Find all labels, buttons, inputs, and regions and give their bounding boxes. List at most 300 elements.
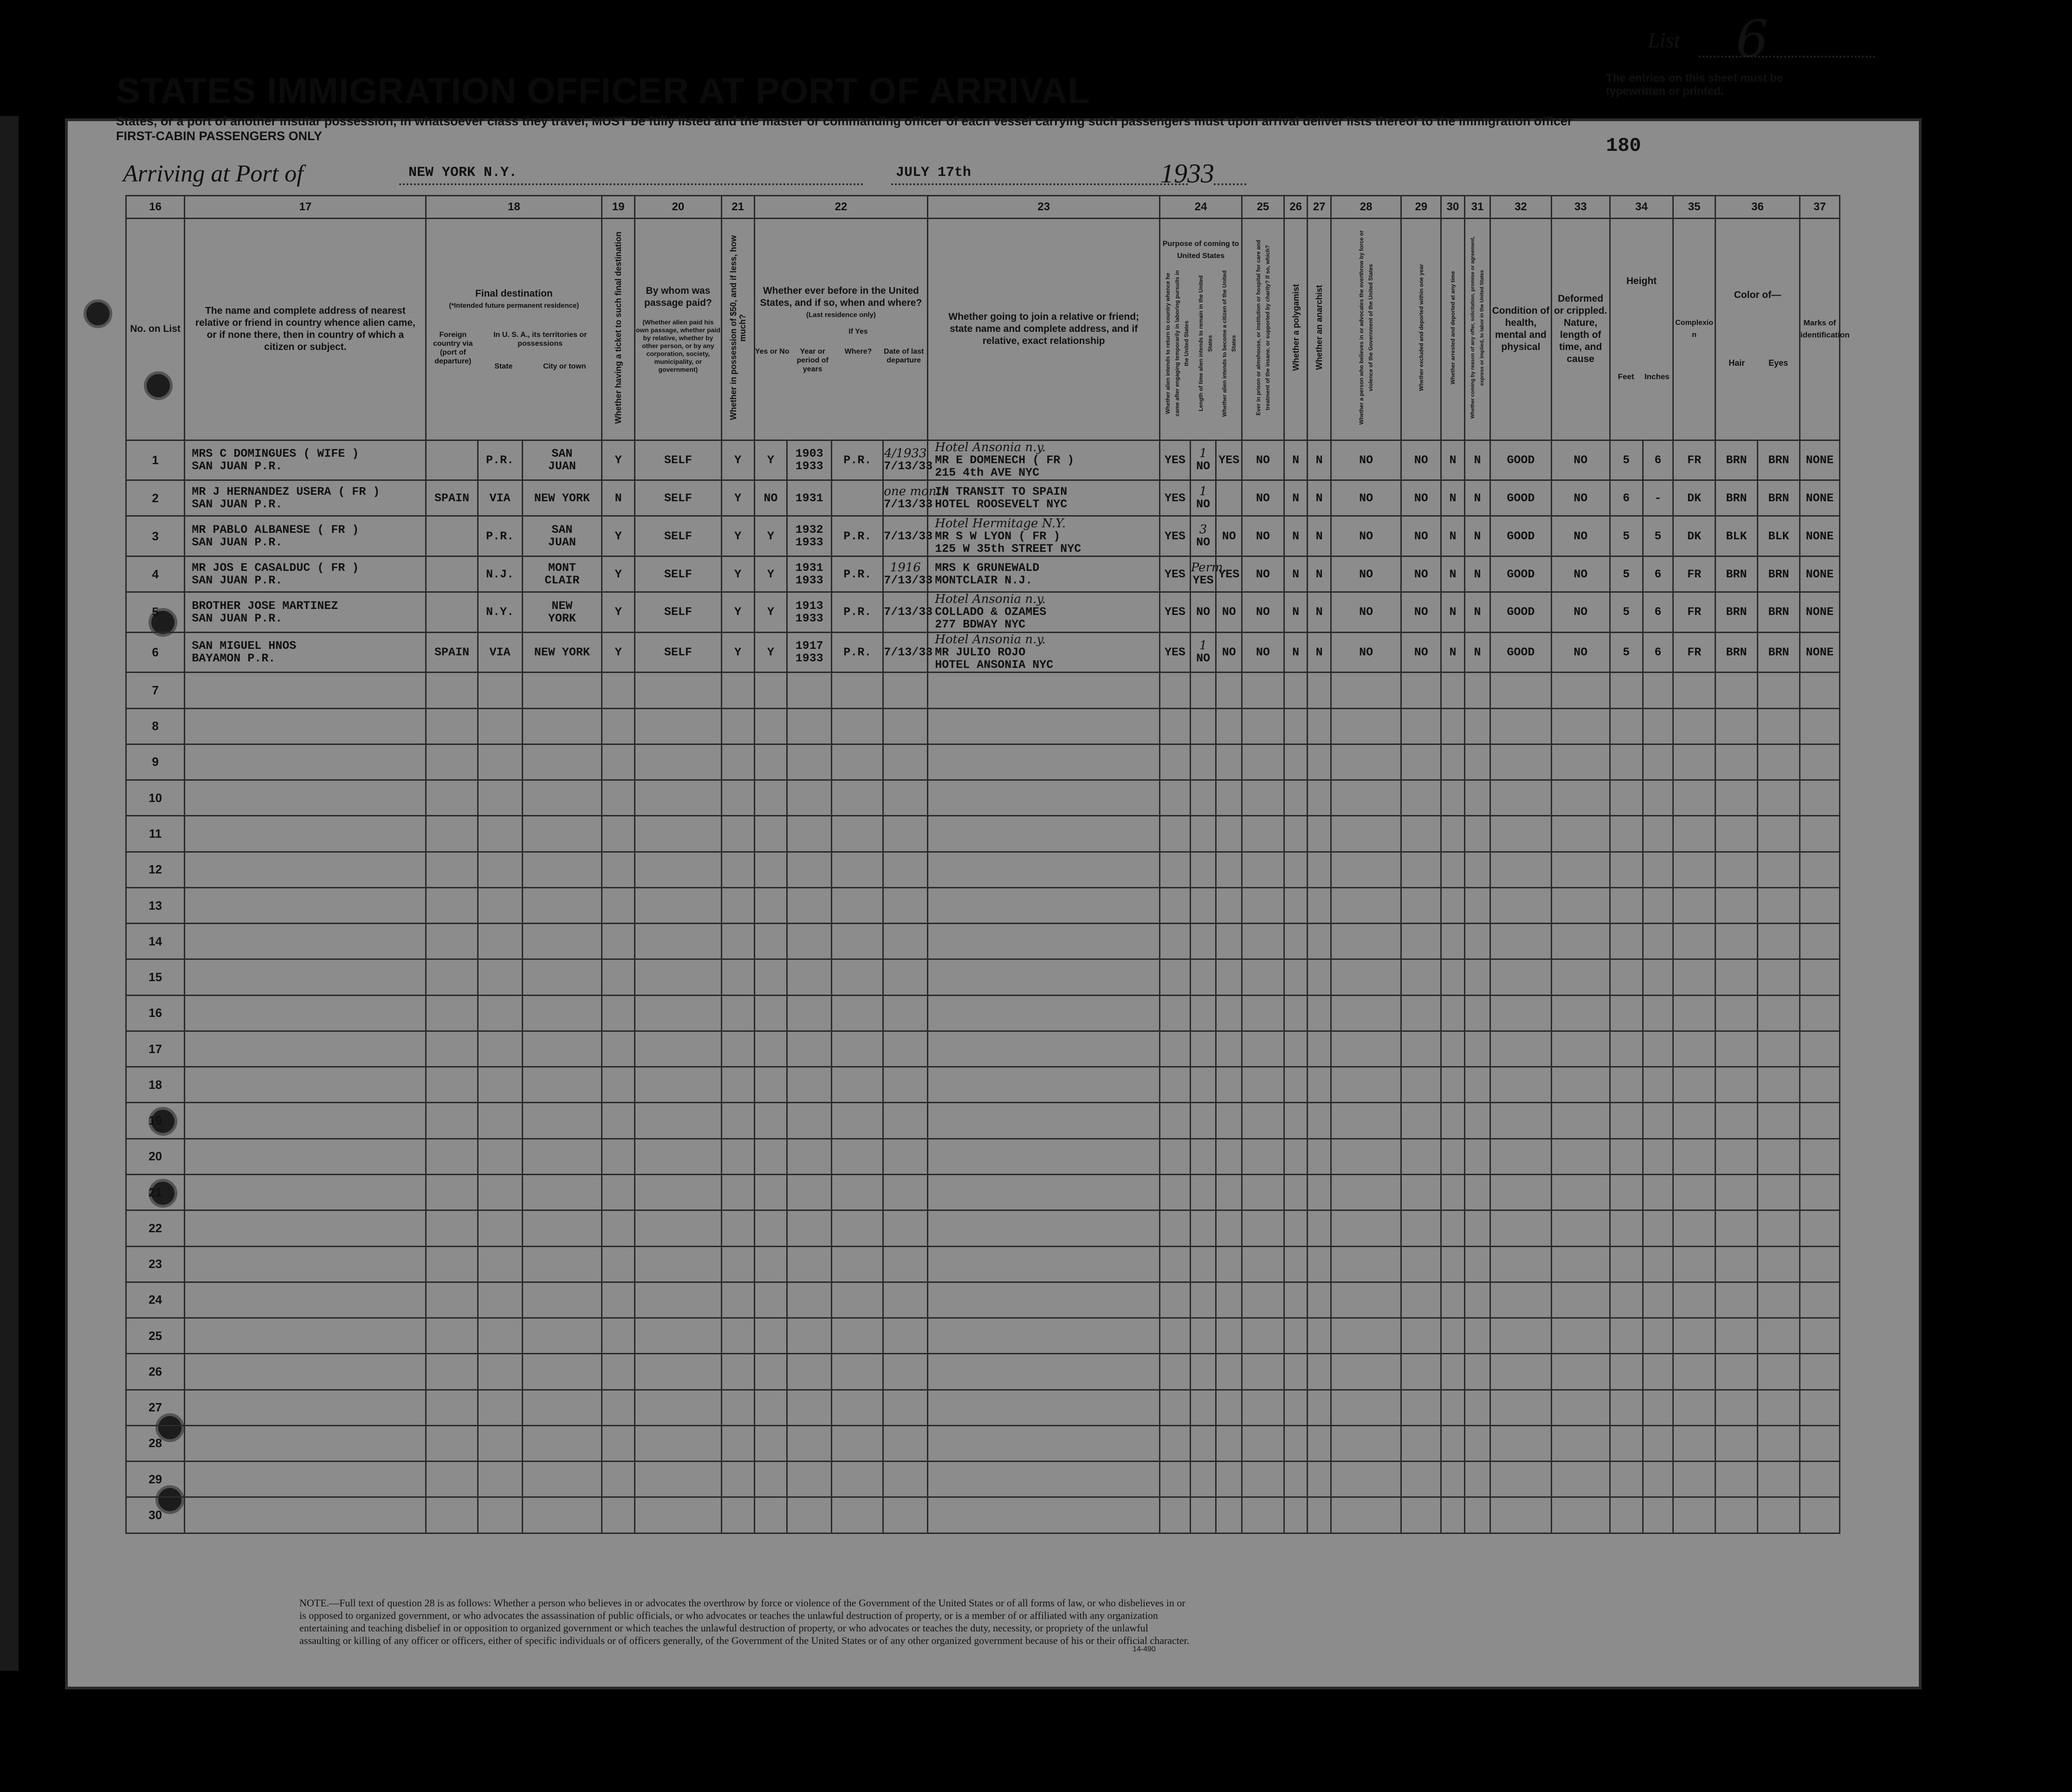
empty-cell — [721, 1462, 754, 1497]
empty-cell — [1441, 1031, 1465, 1067]
empty-cell — [883, 887, 928, 923]
empty-cell — [1308, 673, 1331, 708]
hdr-anarchist-text: Whether an anarchist — [1314, 285, 1324, 370]
empty-cell — [1758, 995, 1800, 1031]
hdr-q31-text: Whether coming by reason of any offer, solicitation, promise or agreement, express or implied, to labor in the United States — [1470, 236, 1485, 419]
empty-cell — [1331, 1031, 1401, 1067]
empty-cell — [1490, 1175, 1551, 1210]
empty-cell — [1464, 1497, 1490, 1533]
empty-cell — [1284, 673, 1308, 708]
cell-health-line: GOOD — [1507, 567, 1535, 581]
empty-cell — [426, 1103, 478, 1139]
empty-cell — [1610, 708, 1643, 744]
empty-cell — [1673, 924, 1716, 959]
cell-before-years — [787, 516, 832, 556]
colnum-33: 33 — [1551, 196, 1610, 219]
empty-cell — [1464, 1354, 1490, 1390]
empty-cell — [1490, 1246, 1551, 1282]
cell-before-where — [832, 632, 883, 673]
empty-cell — [602, 708, 635, 744]
cell-q29-line: NO — [1414, 491, 1428, 505]
empty-cell — [635, 1497, 721, 1533]
empty-cell — [928, 708, 1160, 744]
cell-purpose-b-line: 1 — [1199, 446, 1207, 461]
empty-cell — [1160, 1139, 1191, 1174]
empty-cell — [1551, 1354, 1610, 1390]
cell-q29 — [1401, 516, 1441, 556]
form-subtitle — [116, 114, 1578, 143]
empty-cell — [1308, 1354, 1331, 1390]
empty-cell — [1216, 995, 1242, 1031]
empty-cell — [883, 995, 928, 1031]
empty-cell — [928, 1210, 1160, 1246]
empty-cell — [1331, 1210, 1401, 1246]
empty-cell — [635, 959, 721, 995]
empty-cell — [1242, 1425, 1284, 1461]
cell-joining — [928, 440, 1160, 480]
cell-purpose-c — [1216, 592, 1242, 633]
empty-cell — [1331, 1139, 1401, 1174]
row-number: 24 — [126, 1282, 185, 1318]
empty-cell — [1716, 744, 1758, 780]
cell-money — [721, 556, 754, 592]
empty-cell — [1160, 1390, 1191, 1425]
empty-cell — [754, 1031, 787, 1067]
empty-cell — [1643, 708, 1673, 744]
hdr-foreign-country: Foreign country via (port of departure) — [433, 330, 473, 365]
empty-cell — [1716, 1067, 1758, 1103]
hdr-color-of — [1716, 219, 1800, 440]
empty-cell — [1242, 1390, 1284, 1425]
empty-cell — [1284, 1031, 1308, 1067]
empty-cell — [754, 708, 787, 744]
empty-cell — [426, 816, 478, 852]
cell-relative-address-line: SAN JUAN P.R. — [192, 498, 283, 511]
empty-cell — [1610, 816, 1643, 852]
empty-cell — [1800, 673, 1839, 708]
hdr-q28 — [1331, 219, 1401, 440]
empty-cell — [1758, 708, 1800, 744]
cell-ticket-line: Y — [615, 453, 622, 467]
cell-q28-line: NO — [1359, 567, 1373, 581]
empty-cell — [1800, 816, 1839, 852]
cell-before-yes-no-line: Y — [767, 529, 774, 543]
cell-health — [1490, 556, 1551, 592]
empty-cell — [1308, 1497, 1331, 1533]
empty-cell — [1551, 708, 1610, 744]
empty-cell — [1160, 1462, 1191, 1497]
cell-prison — [1242, 440, 1284, 480]
empty-cell — [1284, 852, 1308, 887]
empty-cell — [522, 924, 602, 959]
empty-cell — [1464, 1067, 1490, 1103]
row-number: 8 — [126, 708, 185, 744]
cell-before-where-line: P.R. — [843, 453, 872, 467]
empty-cell — [1331, 1103, 1401, 1139]
empty-cell — [1216, 780, 1242, 816]
empty-cell — [1758, 959, 1800, 995]
colnum-37: 37 — [1800, 196, 1839, 219]
cell-purpose-c — [1216, 632, 1242, 673]
empty-cell — [754, 995, 787, 1031]
empty-cell — [721, 924, 754, 959]
empty-cell — [1308, 1425, 1331, 1461]
row-number: 29 — [126, 1462, 185, 1497]
empty-cell — [1401, 1139, 1441, 1174]
empty-cell — [787, 816, 832, 852]
empty-cell — [522, 673, 602, 708]
row-number: 19 — [126, 1103, 185, 1139]
cell-ticket — [602, 592, 635, 633]
cell-before-years-line: 1931 — [795, 491, 823, 505]
empty-cell — [1464, 1246, 1490, 1282]
colnum-34: 34 — [1610, 196, 1673, 219]
empty-cell — [1716, 1210, 1758, 1246]
empty-cell — [1331, 1497, 1401, 1533]
empty-cell — [1284, 1103, 1308, 1139]
empty-cell — [478, 1067, 522, 1103]
empty-cell — [1610, 1067, 1643, 1103]
cell-height-feet-line: 5 — [1623, 529, 1630, 543]
empty-cell — [1160, 1031, 1191, 1067]
empty-cell — [1716, 995, 1758, 1031]
empty-cell — [185, 1103, 426, 1139]
empty-cell — [832, 816, 883, 852]
cell-joining-line: 277 BDWAY NYC — [935, 618, 1026, 632]
empty-cell — [1284, 1139, 1308, 1174]
empty-cell — [1490, 1318, 1551, 1354]
empty-cell — [522, 1462, 602, 1497]
empty-cell — [754, 852, 787, 887]
cell-departure-date-line: 7/13/33 — [884, 498, 933, 511]
footnote-question-28: NOTE.—Full text of question 28 is as follows: Whether a person who believes in or advocates the overthrow by force or violence of the Government of the United States or of all forms of law, or who disbelieves in or is opposed to organized government, or who advocates the assassination of public officials, or who advocates or teaches the unlawful destruction of property, or is a member of or affiliated with any organization entertaining and teaching disbelief in or opposition to organized government or which teaches the unlawful destruction of property, or who advocates or teaches the duty, necessity, or propriety of the unlawful assaulting or killing of any officer or officers, either of specific individuals or of officers generally, of the Government of the United States or of any other organized government because of his or their official character. — [299, 1597, 1190, 1646]
empty-cell — [1551, 959, 1610, 995]
hdr-in-usa: In U. S. A., its territories or possessions — [493, 330, 587, 348]
empty-cell — [1716, 1246, 1758, 1282]
empty-cell — [832, 924, 883, 959]
sheet-number: 180 — [1606, 135, 1641, 157]
cell-before-yes-no — [754, 516, 787, 556]
colnum-29: 29 — [1401, 196, 1441, 219]
cell-purpose-b — [1190, 440, 1216, 480]
cell-height-inches-line: - — [1654, 491, 1662, 505]
hdr-prison-text: Ever in prison or almshouse, or institution or hospital for care and treatment of the insane, or supported by charity? If so, which? — [1255, 239, 1271, 416]
empty-cell — [426, 1210, 478, 1246]
empty-cell — [1551, 1282, 1610, 1318]
empty-cell — [1401, 924, 1441, 959]
passenger-row — [126, 480, 1840, 516]
empty-cell — [1401, 1390, 1441, 1425]
cell-money-line: Y — [734, 567, 742, 581]
empty-cell — [1490, 995, 1551, 1031]
empty-cell — [1610, 744, 1643, 780]
empty-cell — [754, 1497, 787, 1533]
empty-cell — [1160, 852, 1191, 887]
empty-cell — [602, 852, 635, 887]
row-number: 28 — [126, 1425, 185, 1461]
cell-state — [478, 480, 522, 516]
empty-cell — [1551, 816, 1610, 852]
class-line: FIRST-CABIN PASSENGERS ONLY — [116, 129, 323, 143]
cell-q30 — [1441, 440, 1465, 480]
cell-purpose-c — [1216, 440, 1242, 480]
empty-cell — [1673, 1139, 1716, 1174]
cell-joining-line: 215 4th AVE NYC — [935, 466, 1040, 479]
empty-cell — [426, 708, 478, 744]
colnum-20: 20 — [635, 196, 721, 219]
empty-cell — [883, 852, 928, 887]
cell-anarchist-line: N — [1315, 567, 1323, 581]
cell-relative-address-line: SAN JUAN P.R. — [192, 536, 283, 550]
hdr-money-text: Whether in possession of $50, and if less, how much? — [728, 235, 747, 421]
empty-cell — [1490, 924, 1551, 959]
cell-q28 — [1331, 556, 1401, 592]
empty-cell — [602, 673, 635, 708]
empty-cell — [883, 1139, 928, 1174]
empty-cell — [478, 887, 522, 923]
cell-row-number — [126, 632, 185, 673]
list-number: 6 — [1736, 9, 1768, 69]
empty-cell — [1490, 887, 1551, 923]
cell-anarchist-line: N — [1315, 453, 1323, 467]
empty-cell — [1643, 1282, 1673, 1318]
cell-city — [522, 480, 602, 516]
empty-cell — [1160, 1497, 1191, 1533]
cell-state-line: P.R. — [486, 529, 514, 543]
empty-cell — [1490, 1031, 1551, 1067]
empty-cell — [721, 1210, 754, 1246]
cell-q31 — [1464, 480, 1490, 516]
empty-cell — [1673, 1067, 1716, 1103]
empty-cell — [1758, 1210, 1800, 1246]
cell-q28 — [1331, 440, 1401, 480]
empty-cell — [1190, 1139, 1216, 1174]
empty-cell — [883, 1390, 928, 1425]
empty-cell — [1673, 995, 1716, 1031]
cell-q31-line: N — [1474, 529, 1481, 543]
empty-cell — [185, 924, 426, 959]
empty-cell — [1401, 887, 1441, 923]
cell-ticket-line: Y — [615, 567, 622, 581]
colnum-27: 27 — [1308, 196, 1331, 219]
empty-cell — [883, 744, 928, 780]
empty-cell — [1758, 1246, 1800, 1282]
empty-cell — [1160, 1282, 1191, 1318]
empty-cell — [1716, 673, 1758, 708]
empty-cell — [787, 1067, 832, 1103]
empty-cell — [1490, 1210, 1551, 1246]
empty-cell — [1716, 816, 1758, 852]
empty-cell — [721, 1175, 754, 1210]
cell-q29 — [1401, 556, 1441, 592]
row-number: 15 — [126, 959, 185, 995]
cell-prison — [1242, 592, 1284, 633]
colnum-26: 26 — [1284, 196, 1308, 219]
empty-cell — [1308, 1390, 1331, 1425]
empty-cell — [1551, 924, 1610, 959]
cell-relative-address-line: MRS C DOMINGUES ( WIFE ) — [192, 447, 359, 461]
row-number: 21 — [126, 1175, 185, 1210]
empty-cell — [1551, 1246, 1610, 1282]
empty-row — [126, 1103, 1840, 1139]
cell-height-feet-line: 6 — [1623, 491, 1630, 505]
cell-anarchist-line: N — [1315, 491, 1323, 505]
empty-cell — [787, 1462, 832, 1497]
empty-cell — [1610, 673, 1643, 708]
empty-cell — [1673, 1462, 1716, 1497]
empty-cell — [478, 816, 522, 852]
hdr-before-label: Whether ever before in the United States, and if so, when and where? — [760, 285, 922, 308]
hdr-date-departure: Date of last departure — [884, 347, 924, 364]
empty-cell — [928, 1103, 1160, 1139]
empty-row — [126, 708, 1840, 744]
passenger-row — [126, 556, 1840, 592]
empty-cell — [1242, 1462, 1284, 1497]
empty-cell — [1308, 780, 1331, 816]
empty-cell — [1308, 887, 1331, 923]
empty-cell — [928, 959, 1160, 995]
empty-cell — [635, 1425, 721, 1461]
cell-before-yes-no — [754, 480, 787, 516]
empty-cell — [1551, 1067, 1610, 1103]
empty-cell — [1673, 1175, 1716, 1210]
cell-passage-paid-line: SELF — [664, 453, 692, 467]
empty-row — [126, 1462, 1840, 1497]
empty-cell — [721, 1031, 754, 1067]
hdr-prison — [1242, 219, 1284, 440]
empty-cell — [787, 780, 832, 816]
empty-cell — [1643, 744, 1673, 780]
hdr-marks: Marks of identification — [1800, 219, 1839, 440]
cell-before-where — [832, 556, 883, 592]
empty-cell — [1464, 744, 1490, 780]
empty-cell — [478, 1031, 522, 1067]
empty-cell — [478, 1246, 522, 1282]
cell-ticket — [602, 516, 635, 556]
colnum-17: 17 — [185, 196, 426, 219]
empty-cell — [1308, 1175, 1331, 1210]
form-title: STATES IMMIGRATION OFFICER AT PORT OF ARRIVAL — [116, 70, 1090, 111]
empty-cell — [1800, 887, 1839, 923]
empty-cell — [1401, 1462, 1441, 1497]
cell-height-feet-line: 5 — [1623, 645, 1630, 659]
empty-cell — [883, 1067, 928, 1103]
empty-cell — [185, 995, 426, 1031]
empty-row — [126, 1318, 1840, 1354]
empty-cell — [721, 1246, 754, 1282]
empty-cell — [185, 816, 426, 852]
empty-cell — [1643, 887, 1673, 923]
empty-cell — [1464, 1103, 1490, 1139]
empty-cell — [787, 1390, 832, 1425]
empty-cell — [522, 1246, 602, 1282]
cell-money-line: Y — [734, 491, 742, 505]
empty-cell — [1643, 852, 1673, 887]
empty-cell — [1216, 887, 1242, 923]
empty-cell — [522, 1067, 602, 1103]
empty-cell — [1441, 959, 1465, 995]
empty-cell — [478, 1462, 522, 1497]
cell-health — [1490, 480, 1551, 516]
cell-deformed — [1551, 516, 1610, 556]
cell-hair-color-line: BRN — [1726, 605, 1747, 619]
empty-cell — [185, 1067, 426, 1103]
empty-cell — [635, 1282, 721, 1318]
empty-cell — [478, 1282, 522, 1318]
cell-q31 — [1464, 556, 1490, 592]
cell-departure-date — [883, 516, 933, 556]
cell-health — [1490, 592, 1551, 633]
empty-cell — [602, 1462, 635, 1497]
empty-cell — [1716, 1175, 1758, 1210]
empty-cell — [928, 1031, 1160, 1067]
empty-cell — [426, 1067, 478, 1103]
cell-purpose-c-line: NO — [1222, 605, 1236, 619]
empty-cell — [1800, 1139, 1839, 1174]
empty-cell — [1242, 673, 1284, 708]
cell-eye-color — [1758, 592, 1800, 633]
cell-row-number-line: 4 — [152, 567, 159, 581]
empty-cell — [1464, 959, 1490, 995]
empty-cell — [721, 852, 754, 887]
cell-city — [522, 516, 602, 556]
date-dotted-line — [891, 183, 1188, 185]
cell-deformed-line: NO — [1573, 645, 1588, 659]
empty-cell — [426, 887, 478, 923]
empty-cell — [1551, 995, 1610, 1031]
empty-cell — [1216, 1497, 1242, 1533]
empty-cell — [1464, 924, 1490, 959]
empty-cell — [1216, 816, 1242, 852]
cell-money — [721, 516, 754, 556]
empty-cell — [721, 816, 754, 852]
cell-prison-line: NO — [1256, 529, 1270, 543]
empty-cell — [1610, 1354, 1643, 1390]
empty-cell — [1673, 1318, 1716, 1354]
empty-cell — [1758, 673, 1800, 708]
row-number: 11 — [126, 816, 185, 852]
cell-before-years — [787, 632, 832, 673]
cell-before-where-line: P.R. — [843, 645, 872, 659]
empty-cell — [1800, 780, 1839, 816]
empty-cell — [787, 1497, 832, 1533]
cell-eye-color — [1758, 556, 1800, 592]
empty-cell — [1284, 1282, 1308, 1318]
empty-cell — [1216, 1390, 1242, 1425]
empty-cell — [1331, 995, 1401, 1031]
empty-cell — [1464, 887, 1490, 923]
empty-cell — [1160, 816, 1191, 852]
empty-cell — [522, 1175, 602, 1210]
empty-cell — [1490, 673, 1551, 708]
cell-passage-paid-line: SELF — [664, 567, 692, 581]
cell-complexion-line: FR — [1687, 567, 1702, 581]
empty-cell — [1401, 1425, 1441, 1461]
empty-cell — [832, 1318, 883, 1354]
cell-joining — [928, 480, 1160, 516]
cell-foreign-country — [426, 440, 478, 480]
cell-height-feet — [1610, 632, 1643, 673]
empty-cell — [1464, 1282, 1490, 1318]
cell-q29 — [1401, 592, 1441, 633]
empty-cell — [1464, 673, 1490, 708]
cell-relative-address-line: MR PABLO ALBANESE ( FR ) — [192, 523, 359, 537]
empty-cell — [1401, 1354, 1441, 1390]
empty-cell — [1610, 1139, 1643, 1174]
empty-cell — [1758, 1425, 1800, 1461]
empty-cell — [602, 1103, 635, 1139]
cell-q28-line: NO — [1359, 491, 1373, 505]
